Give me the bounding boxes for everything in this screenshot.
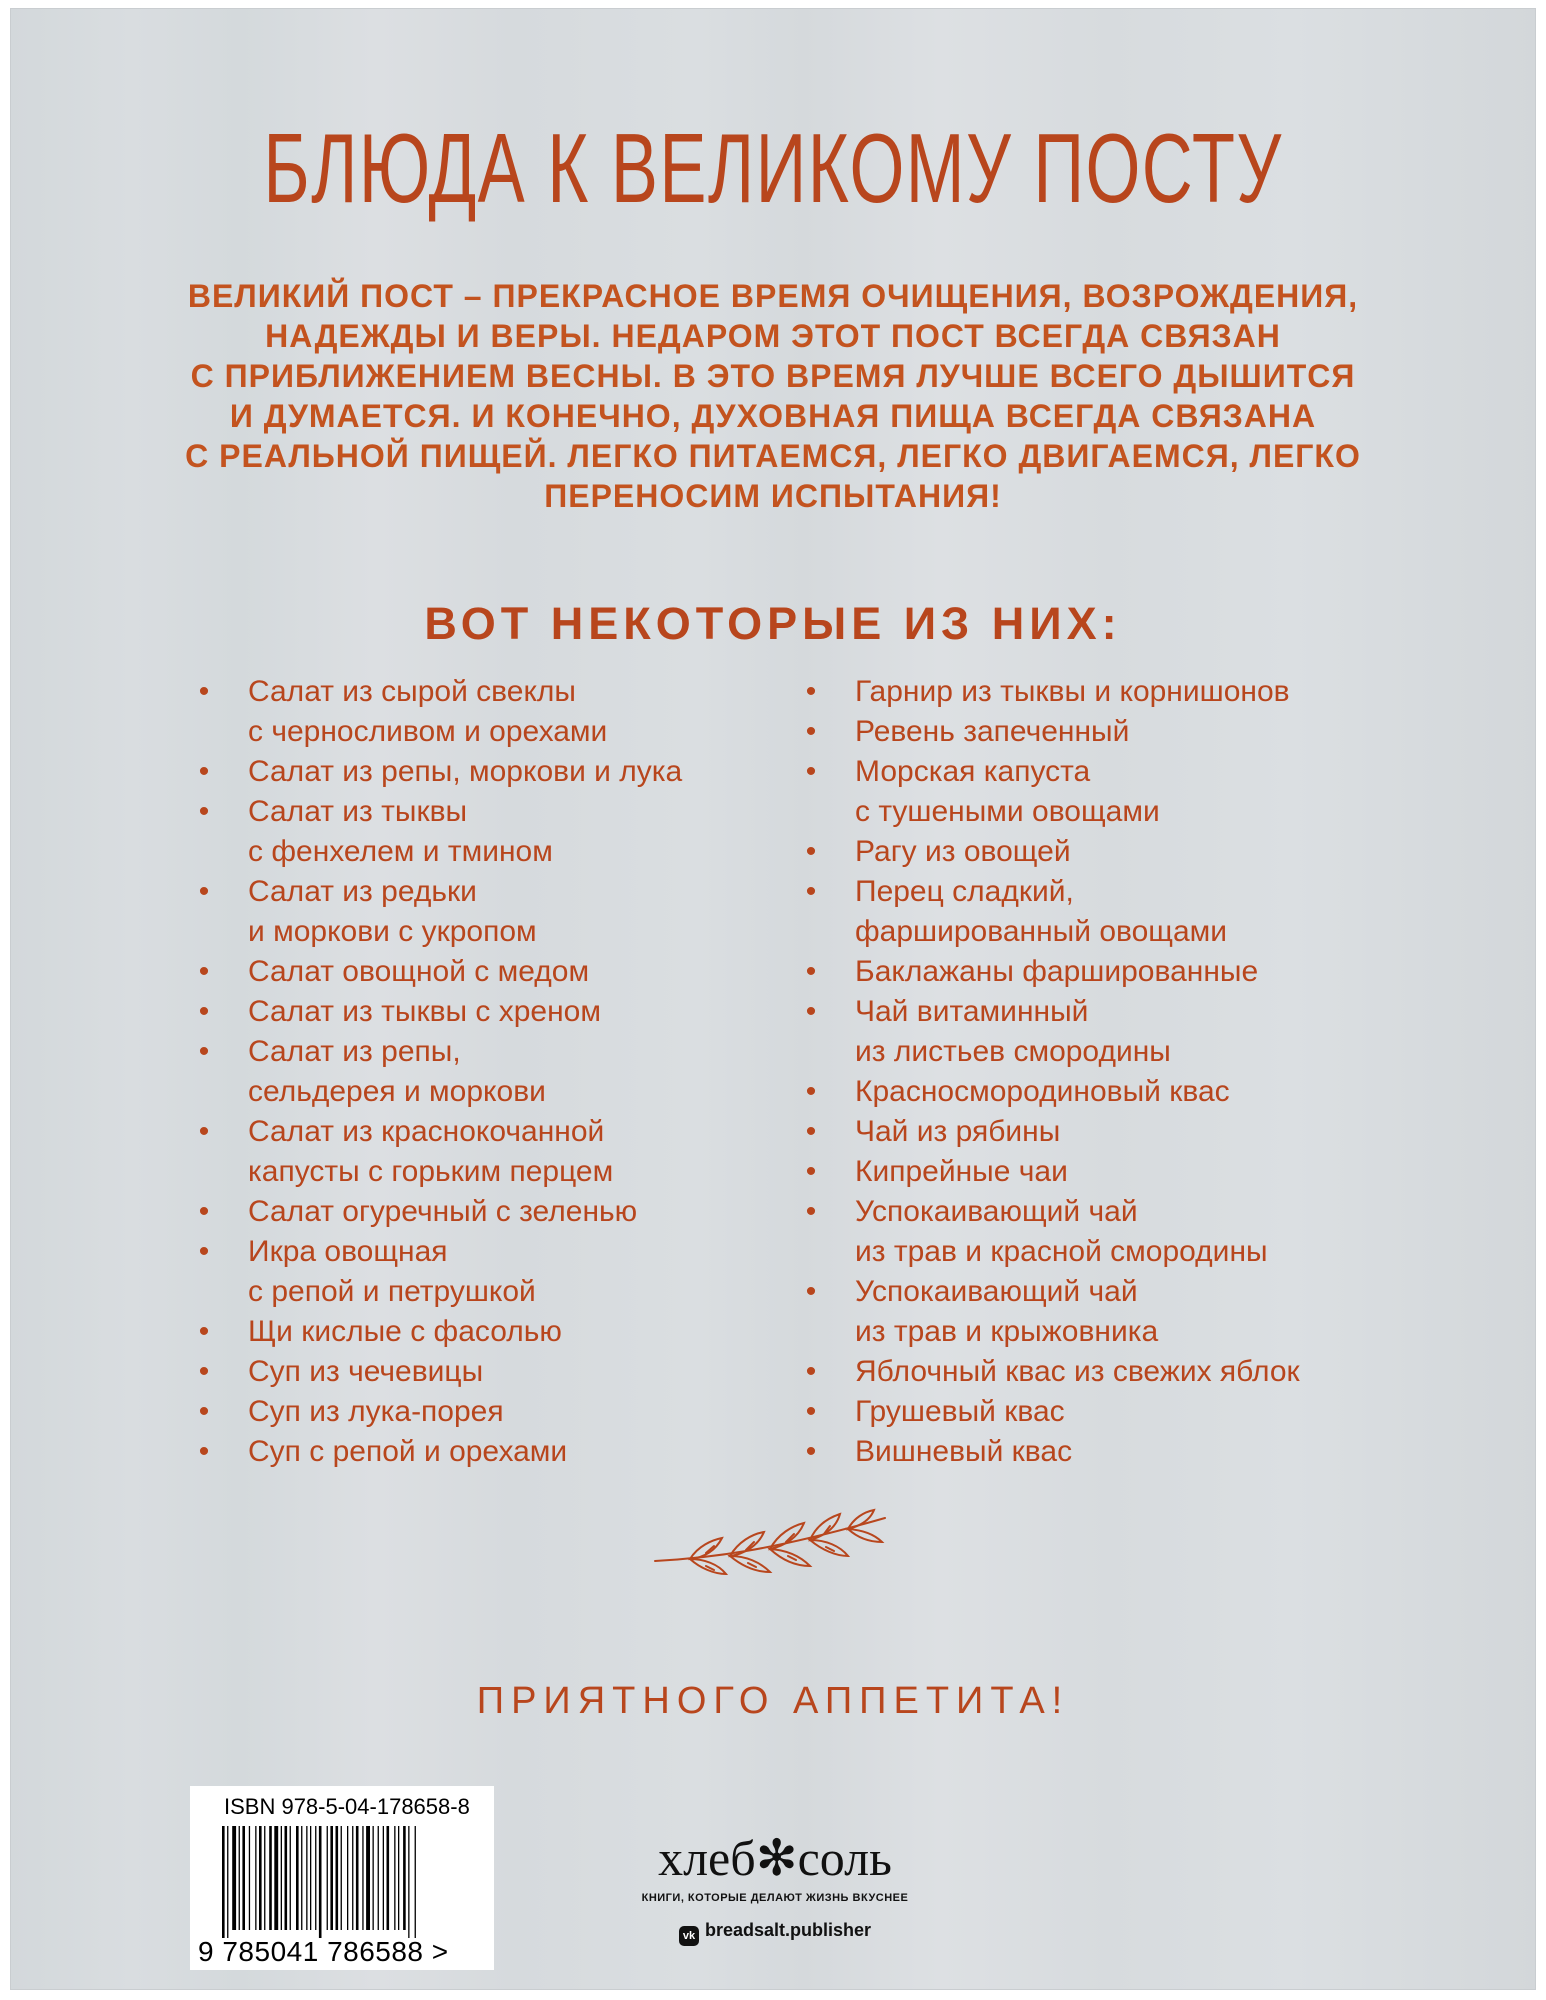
barcode-digits: 9 785041 786588 >	[198, 1936, 449, 1967]
bullet-icon: •	[805, 755, 817, 788]
recipe-name-line: Гарнир из тыквы и корнишонов	[855, 675, 1290, 708]
bullet-icon: •	[805, 875, 817, 908]
barcode-bar	[285, 1826, 288, 1930]
barcode-bar	[264, 1826, 265, 1930]
recipe-list-item	[801, 1192, 1300, 1272]
barcode-bar	[222, 1826, 225, 1938]
recipe-name-line: с фенхелем и тмином	[248, 835, 553, 868]
recipe-name-line: Суп с репой и орехами	[248, 1435, 568, 1468]
recipe-list-item	[194, 1192, 682, 1232]
recipe-list-item	[194, 672, 682, 752]
recipe-list-item	[194, 872, 682, 952]
recipe-list-item	[194, 752, 682, 792]
recipe-name-line: Салат овощной с медом	[248, 955, 590, 988]
recipe-list-right	[801, 672, 1300, 1472]
barcode-bar	[362, 1826, 363, 1930]
recipe-list-item	[194, 1432, 682, 1472]
recipe-name-line: Салат из сырой свеклы	[248, 675, 576, 708]
recipe-list-item	[801, 1352, 1300, 1392]
barcode-bar	[281, 1826, 282, 1930]
bullet-icon: •	[805, 835, 817, 868]
recipe-list-item	[801, 1112, 1300, 1152]
barcode-bar	[255, 1826, 256, 1930]
publisher-slogan: КНИГИ, КОТОРЫЕ ДЕЛАЮТ ЖИЗНЬ ВКУСНЕЕ	[641, 1892, 909, 1904]
barcode-bar	[330, 1826, 333, 1930]
recipe-name-line: Баклажаны фаршированные	[855, 955, 1259, 988]
recipe-name-line: Перец сладкий,	[855, 875, 1074, 908]
barcode-bar	[269, 1826, 272, 1930]
recipe-list-item	[801, 1272, 1300, 1352]
barcode-bar	[239, 1826, 240, 1930]
recipe-name-line: Икра овощная	[248, 1235, 448, 1268]
barcode-bar	[315, 1826, 316, 1930]
barcode-bar	[356, 1826, 359, 1930]
recipe-name-line: и моркови с укропом	[248, 915, 537, 948]
recipe-list-item	[801, 672, 1300, 712]
bullet-icon: •	[805, 1275, 817, 1308]
recipe-list-item	[801, 752, 1300, 832]
cover-title: БЛЮДА К ВЕЛИКОМУ ПОСТУ	[263, 113, 1283, 223]
bullet-icon: •	[198, 755, 210, 788]
bullet-icon: •	[198, 1035, 210, 1068]
publisher-logo: хлеб✻соль	[658, 1830, 892, 1886]
recipe-name-line: Салат из репы,	[248, 1035, 461, 1068]
barcode-bar	[341, 1826, 342, 1930]
barcode-bar	[366, 1826, 370, 1930]
recipe-list-item	[801, 992, 1300, 1072]
recipe-list-item	[194, 1392, 682, 1432]
book-back-cover	[10, 8, 1536, 1990]
recipe-list-item	[801, 872, 1300, 952]
intro-line: И ДУМАЕТСЯ. И КОНЕЧНО, ДУХОВНАЯ ПИЩА ВСЕГДА СВЯЗАНА	[229, 398, 1317, 434]
isbn-barcode-block	[190, 1786, 494, 1970]
recipe-list-item	[194, 1352, 682, 1392]
intro-line: ВЕЛИКИЙ ПОСТ – ПРЕКРАСНОЕ ВРЕМЯ ОЧИЩЕНИЯ, ВОЗРОЖДЕНИЯ,	[187, 278, 1359, 314]
recipe-name-line: Морская капуста	[855, 755, 1091, 788]
barcode-bar	[319, 1826, 322, 1938]
intro-line: ПЕРЕНОСИМ ИСПЫТАНИЯ!	[544, 478, 1002, 514]
barcode-bar	[383, 1826, 384, 1930]
recipe-name-line: Салат из краснокочанной	[248, 1115, 605, 1148]
bullet-icon: •	[198, 1355, 210, 1388]
barcode-bar	[408, 1826, 409, 1938]
list-heading: ВОТ НЕКОТОРЫЕ ИЗ НИХ:	[424, 598, 1122, 649]
recipe-name-line: с черносливом и орехами	[248, 715, 608, 748]
recipe-name-line: Салат из редьки	[248, 875, 477, 908]
barcode-bar	[398, 1826, 399, 1930]
barcode-bar	[378, 1826, 379, 1930]
barcode-bar	[347, 1826, 348, 1930]
recipe-name-line: Вишневый квас	[855, 1435, 1073, 1468]
bullet-icon: •	[198, 675, 210, 708]
barcode-icon	[218, 1826, 462, 1938]
publisher-social	[610, 1920, 940, 1946]
recipe-list-item	[194, 1032, 682, 1112]
bullet-icon: •	[805, 1435, 817, 1468]
recipe-name-line: Салат из репы, моркови и лука	[248, 755, 683, 788]
recipe-list-item	[801, 952, 1300, 992]
bullet-icon: •	[198, 1115, 210, 1148]
barcode-bar	[232, 1826, 236, 1930]
bullet-icon: •	[805, 675, 817, 708]
recipe-list-item	[801, 1072, 1300, 1112]
vk-icon: vk	[679, 1926, 699, 1946]
recipe-name-line: с тушеными овощами	[855, 795, 1160, 828]
recipe-name-line: Чай витаминный	[855, 995, 1089, 1028]
barcode-bar	[352, 1826, 353, 1930]
recipe-name-line: из трав и крыжовника	[855, 1315, 1159, 1348]
recipe-name-line: из листьев смородины	[855, 1035, 1171, 1068]
bullet-icon: •	[805, 715, 817, 748]
recipe-list-item	[194, 992, 682, 1032]
bullet-icon: •	[805, 1075, 817, 1108]
recipe-name-line: Успокаивающий чай	[855, 1275, 1138, 1308]
recipe-name-line: Рагу из овощей	[855, 835, 1071, 868]
intro-paragraph	[150, 276, 1396, 516]
barcode-bar	[310, 1826, 311, 1930]
leaf-branch-icon	[650, 1506, 900, 1616]
barcode-bar	[274, 1826, 278, 1930]
recipe-list-item	[194, 952, 682, 992]
bullet-icon: •	[805, 1395, 817, 1428]
recipe-name-line: сельдерея и моркови	[248, 1075, 546, 1108]
barcode-bar	[327, 1826, 328, 1930]
bullet-icon: •	[198, 1235, 210, 1268]
bullet-icon: •	[805, 1195, 817, 1228]
bullet-icon: •	[805, 995, 817, 1028]
recipe-name-line: с репой и петрушкой	[248, 1275, 536, 1308]
bullet-icon: •	[198, 1395, 210, 1428]
intro-line: С ПРИБЛИЖЕНИЕМ ВЕСНЫ. В ЭТО ВРЕМЯ ЛУЧШЕ ВСЕГО ДЫШИТСЯ	[190, 358, 1356, 394]
recipe-list-item	[194, 792, 682, 872]
bullet-icon: •	[805, 1355, 817, 1388]
bullet-icon: •	[198, 995, 210, 1028]
recipe-list-item	[194, 1312, 682, 1352]
barcode-bar	[387, 1826, 390, 1930]
barcode-bar	[394, 1826, 395, 1930]
recipe-name-line: Салат из тыквы	[248, 795, 468, 828]
bullet-icon: •	[805, 1155, 817, 1188]
bullet-icon: •	[805, 955, 817, 988]
recipe-name-line: Щи кислые с фасолью	[248, 1315, 562, 1348]
barcode-bar	[227, 1826, 228, 1938]
recipe-name-line: Кипрейные чаи	[855, 1155, 1068, 1188]
recipe-list-item	[801, 1392, 1300, 1432]
barcode-bar	[296, 1826, 299, 1930]
barcode-bar	[403, 1826, 406, 1930]
recipe-list-item	[801, 712, 1300, 752]
recipe-list-item	[194, 1112, 682, 1192]
closing-text: ПРИЯТНОГО АППЕТИТА!	[476, 1680, 1070, 1722]
intro-line: С РЕАЛЬНОЙ ПИЩЕЙ. ЛЕГКО ПИТАЕМСЯ, ЛЕГКО ДВИГАЕМСЯ, ЛЕГКО	[185, 438, 1361, 474]
recipe-name-line: Суп из лука-порея	[248, 1395, 504, 1428]
bullet-icon: •	[198, 1435, 210, 1468]
recipe-list-item	[801, 1152, 1300, 1192]
barcode-bar	[301, 1826, 302, 1930]
recipe-name-line: Салат из тыквы с хреном	[248, 995, 601, 1028]
recipe-name-line: из трав и красной смородины	[855, 1235, 1268, 1268]
recipe-name-line: Успокаивающий чай	[855, 1195, 1138, 1228]
social-handle: breadsalt.publisher	[704, 1920, 872, 1940]
recipe-name-line: Салат огуречный с зеленью	[248, 1195, 638, 1228]
recipe-name-line: Яблочный квас из свежих яблок	[855, 1355, 1300, 1388]
bullet-icon: •	[198, 1195, 210, 1228]
barcode-bar	[415, 1826, 416, 1938]
recipe-list-item	[194, 1232, 682, 1312]
bullet-icon: •	[805, 1115, 817, 1148]
recipe-list-left	[194, 672, 682, 1472]
bullet-icon: •	[198, 955, 210, 988]
barcode-bar	[290, 1826, 291, 1930]
recipe-name-line: капусты с горьким перцем	[248, 1155, 614, 1188]
recipe-list-item	[801, 1432, 1300, 1472]
bullet-icon: •	[198, 1315, 210, 1348]
recipe-name-line: Грушевый квас	[855, 1395, 1065, 1428]
recipe-name-line: Красносмородиновый квас	[855, 1075, 1230, 1108]
barcode-bar	[373, 1826, 374, 1930]
recipe-name-line: Ревень запеченный	[855, 715, 1130, 748]
barcode-bar	[259, 1826, 262, 1930]
recipe-name-line: Суп из чечевицы	[248, 1355, 484, 1388]
barcode-bar	[249, 1826, 250, 1930]
recipe-name-line: фаршированный овощами	[855, 915, 1228, 948]
bullet-icon: •	[198, 795, 210, 828]
isbn-number: ISBN 978-5-04-178658-8	[224, 1794, 470, 1819]
recipe-name-line: Чай из рябины	[855, 1115, 1061, 1148]
intro-line: НАДЕЖДЫ И ВЕРЫ. НЕДАРОМ ЭТОТ ПОСТ ВСЕГДА СВЯЗАН	[265, 318, 1281, 354]
recipe-list-item	[801, 832, 1300, 872]
barcode-bar	[242, 1826, 245, 1930]
barcode-bar	[336, 1826, 339, 1930]
bullet-icon: •	[198, 875, 210, 908]
barcode-bar	[306, 1826, 307, 1930]
publisher-block	[610, 1830, 940, 1946]
